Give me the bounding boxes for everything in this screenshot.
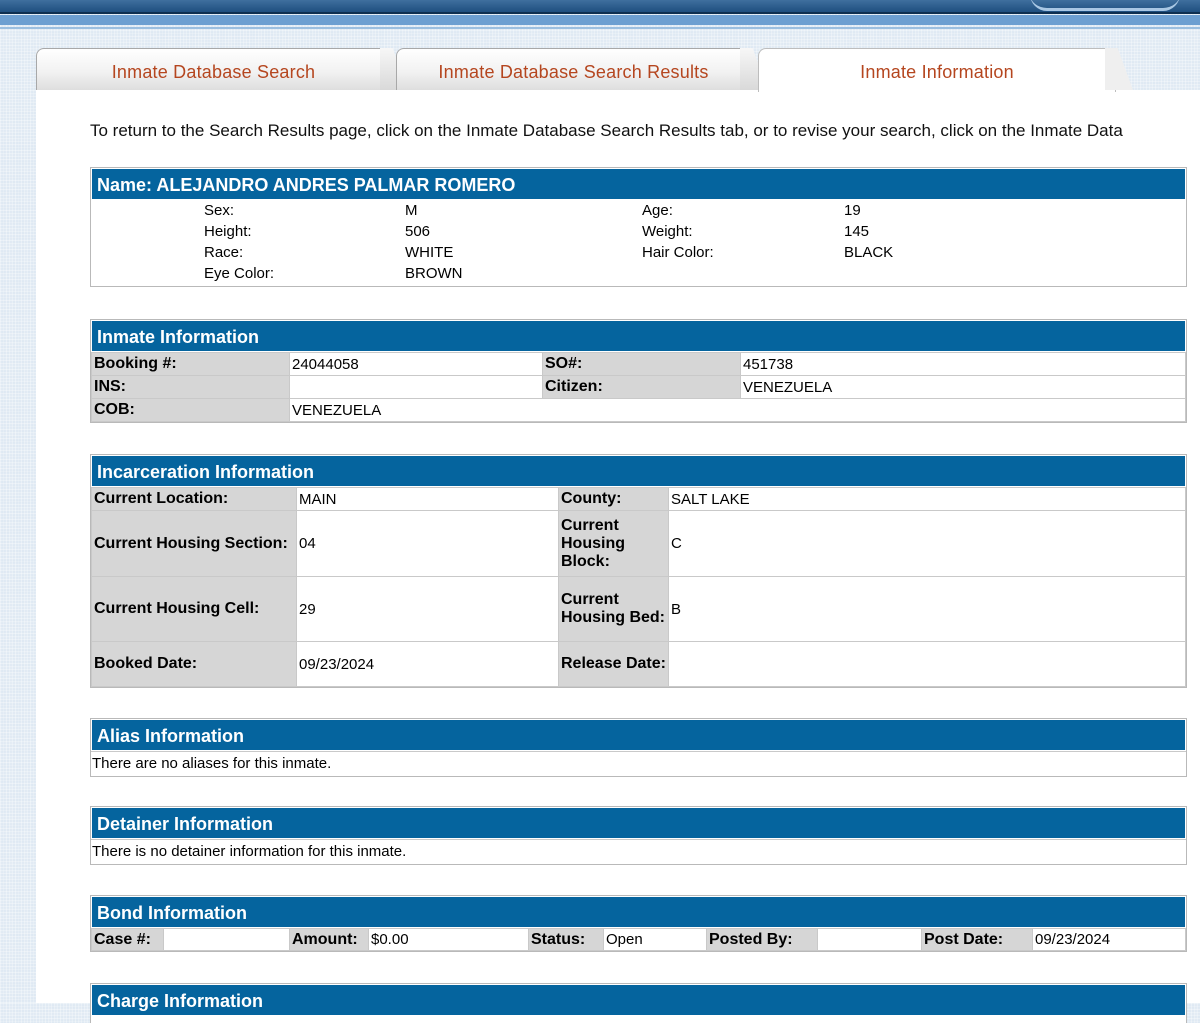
bond-table [91, 928, 1186, 951]
status-label: Status: [529, 929, 604, 951]
race-label: Race: [204, 244, 244, 261]
sex-label: Sex: [204, 202, 235, 219]
tab-label: Inmate Database Search [111, 62, 316, 82]
table-row [92, 642, 1186, 687]
instructions-text: To return to the Search Results page, click on the Inmate Database Search Results tab, or to revise your search, click on the Inmate Data [90, 121, 1123, 140]
housing-bed-label: Current Housing Bed: [559, 577, 669, 642]
detainer-information-panel [90, 806, 1187, 865]
booked-date-value: 09/23/2024 [297, 642, 559, 687]
weight-value: 145 [844, 223, 870, 240]
booked-date-label: Booked Date: [92, 642, 297, 687]
booking-label: Booking #: [92, 353, 290, 376]
table-row [92, 577, 1186, 642]
banner-stripe [0, 15, 1200, 25]
hair-color-value: BLACK [844, 244, 894, 261]
inmate-information-header: Inmate Information [91, 320, 1186, 352]
name-panel [90, 167, 1187, 287]
so-value: 451738 [741, 353, 1186, 376]
table-row [92, 353, 1186, 376]
tab-inmate-information[interactable] [758, 48, 1116, 92]
height-label: Height: [204, 223, 252, 240]
housing-block-label: Current Housing Block: [559, 511, 669, 577]
ins-value [290, 376, 543, 399]
banner-stripe-thin [0, 27, 1200, 29]
post-date-value: 09/23/2024 [1033, 929, 1186, 951]
post-date-label: Post Date: [922, 929, 1033, 951]
current-location-label: Current Location: [92, 488, 297, 511]
age-label: Age: [642, 202, 673, 219]
inmate-information-panel [90, 319, 1187, 423]
main-content [36, 90, 1200, 1011]
tab-inmate-database-search-results[interactable] [396, 48, 751, 90]
name-header: Name: ALEJANDRO ANDRES PALMAR ROMERO [91, 168, 1186, 200]
detainer-message: There is no detainer information for this inmate. [91, 839, 1186, 864]
table-row [92, 511, 1186, 577]
case-number-value [164, 929, 290, 951]
bond-information-panel [90, 895, 1187, 952]
table-row [92, 929, 1186, 951]
charge-information-panel [90, 983, 1187, 1023]
alias-information-header: Alias Information [91, 719, 1186, 751]
alias-information-panel [90, 718, 1187, 777]
housing-bed-value: B [669, 577, 1186, 642]
cob-label: COB: [92, 399, 290, 422]
citizen-value: VENEZUELA [741, 376, 1186, 399]
inmate-information-table [91, 352, 1186, 422]
detainer-information-header: Detainer Information [91, 807, 1186, 839]
cob-value: VENEZUELA [290, 399, 1186, 422]
housing-cell-value: 29 [297, 577, 559, 642]
bond-information-header: Bond Information [91, 896, 1186, 928]
release-date-label: Release Date: [559, 642, 669, 687]
table-row [92, 488, 1186, 511]
height-value: 506 [405, 223, 431, 240]
county-label: County: [559, 488, 669, 511]
tab-inmate-database-search[interactable] [36, 48, 391, 90]
housing-section-label: Current Housing Section: [92, 511, 297, 577]
incarceration-information-panel [90, 454, 1187, 688]
logo-swoosh [1030, 0, 1180, 11]
current-location-value: MAIN [297, 488, 559, 511]
case-number-label: Case #: [92, 929, 164, 951]
housing-cell-label: Current Housing Cell: [92, 577, 297, 642]
charge-information-header: Charge Information [91, 984, 1186, 1016]
amount-label: Amount: [290, 929, 369, 951]
status-value: Open [604, 929, 707, 951]
person-details [91, 200, 1186, 286]
race-value: WHITE [405, 244, 454, 261]
hair-color-label: Hair Color: [642, 244, 714, 261]
eye-color-label: Eye Color: [204, 265, 275, 282]
citizen-label: Citizen: [543, 376, 741, 399]
top-banner [0, 0, 1200, 14]
posted-by-value [818, 929, 922, 951]
amount-value: $0.00 [369, 929, 529, 951]
tab-label: Inmate Information [860, 62, 1014, 82]
incarceration-table [91, 487, 1186, 687]
incarceration-information-header: Incarceration Information [91, 455, 1186, 487]
table-row [92, 376, 1186, 399]
weight-label: Weight: [642, 223, 693, 240]
age-value: 19 [844, 202, 861, 219]
so-label: SO#: [543, 353, 741, 376]
housing-block-value: C [669, 511, 1186, 577]
tab-label: Inmate Database Search Results [438, 62, 709, 82]
posted-by-label: Posted By: [707, 929, 818, 951]
alias-message: There are no aliases for this inmate. [91, 751, 1186, 776]
booking-value: 24044058 [290, 353, 543, 376]
table-row [92, 399, 1186, 422]
eye-color-value: BROWN [405, 265, 463, 282]
ins-label: INS: [92, 376, 290, 399]
housing-section-value: 04 [297, 511, 559, 577]
release-date-value [669, 642, 1186, 687]
sex-value: M [405, 202, 418, 219]
county-value: SALT LAKE [669, 488, 1186, 511]
